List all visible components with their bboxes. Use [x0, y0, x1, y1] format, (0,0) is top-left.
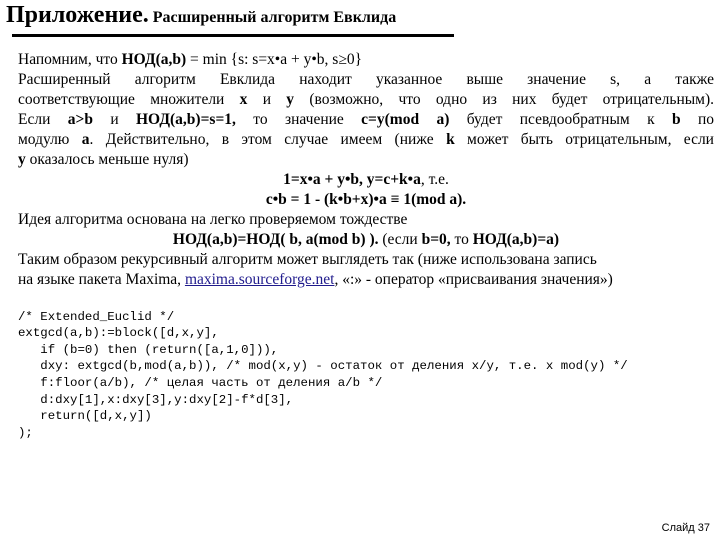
- identity-line: НОД(a,b)=НОД( b, a(mod b) ). (если b=0, то НОД(a,b)=a): [172, 231, 560, 248]
- code-line: dxy: extgcd(b,mod(a,b)), /* mod(x,y) - остаток от деления x/y, т.е. x mod(y) */: [18, 359, 628, 374]
- code-line: f:floor(a/b), /* целая часть от деления a/b */: [18, 375, 383, 390]
- code-line: /* Extended_Euclid */: [18, 309, 175, 324]
- paragraph-line: Расширенный алгоритм Евклида находит указанное выше значение s, а также: [18, 71, 714, 88]
- maxima-link[interactable]: maxima.sourceforge.net: [184, 271, 335, 288]
- equation-2: c•b = 1 - (k•b+x)•a ≡ 1(mod a).: [265, 191, 467, 208]
- slide-number: Слайд 37: [661, 522, 710, 534]
- paragraph-line: соответствующие множители x и y (возможно, что одно из них будет отрицательным).: [18, 91, 714, 108]
- equation-1: 1=x•a + y•b, y=c+k•a, т.е.: [283, 171, 449, 188]
- code-line: d:dxy[1],x:dxy[3],y:dxy[2]-f*d[3],: [18, 392, 294, 407]
- title-subtitle: Расширенный алгоритм Евклида: [152, 9, 397, 26]
- code-line: extgcd(a,b):=block([d,x,y],: [18, 326, 219, 341]
- title-main: Приложение.: [6, 2, 149, 28]
- slide-title: [6, 2, 396, 29]
- code-line: if (b=0) then (return([a,1,0])),: [18, 342, 279, 357]
- idea-line: Идея алгоритма основана на легко проверяемом тождестве: [18, 211, 408, 228]
- code-block: [18, 292, 714, 441]
- paragraph-line: y оказалось меньше нуля): [18, 151, 189, 168]
- recursive-intro-line: Таким образом рекурсивный алгоритм может выглядеть так (ниже использована запись: [18, 251, 597, 268]
- code-line: return([d,x,y]): [18, 409, 152, 424]
- slide-content: [18, 50, 714, 441]
- paragraph-line: Если a>b и НОД(a,b)=s=1, то значение c=y(mod a) будет псевдообратным к b по: [18, 111, 715, 128]
- gcd-definition: Напомним, что НОД(a,b) = min {s: s=x•a + y•b, s≥0}: [18, 51, 363, 68]
- title-underline: [12, 34, 454, 37]
- code-line: );: [18, 425, 33, 440]
- paragraph-line: модулю a. Действительно, в этом случае имеем (ниже k может быть отрицательным, если: [18, 131, 714, 148]
- maxima-line: на языке пакета Maxima, maxima.sourceforge.net, «:» - оператор «присваивания значения»): [18, 271, 613, 288]
